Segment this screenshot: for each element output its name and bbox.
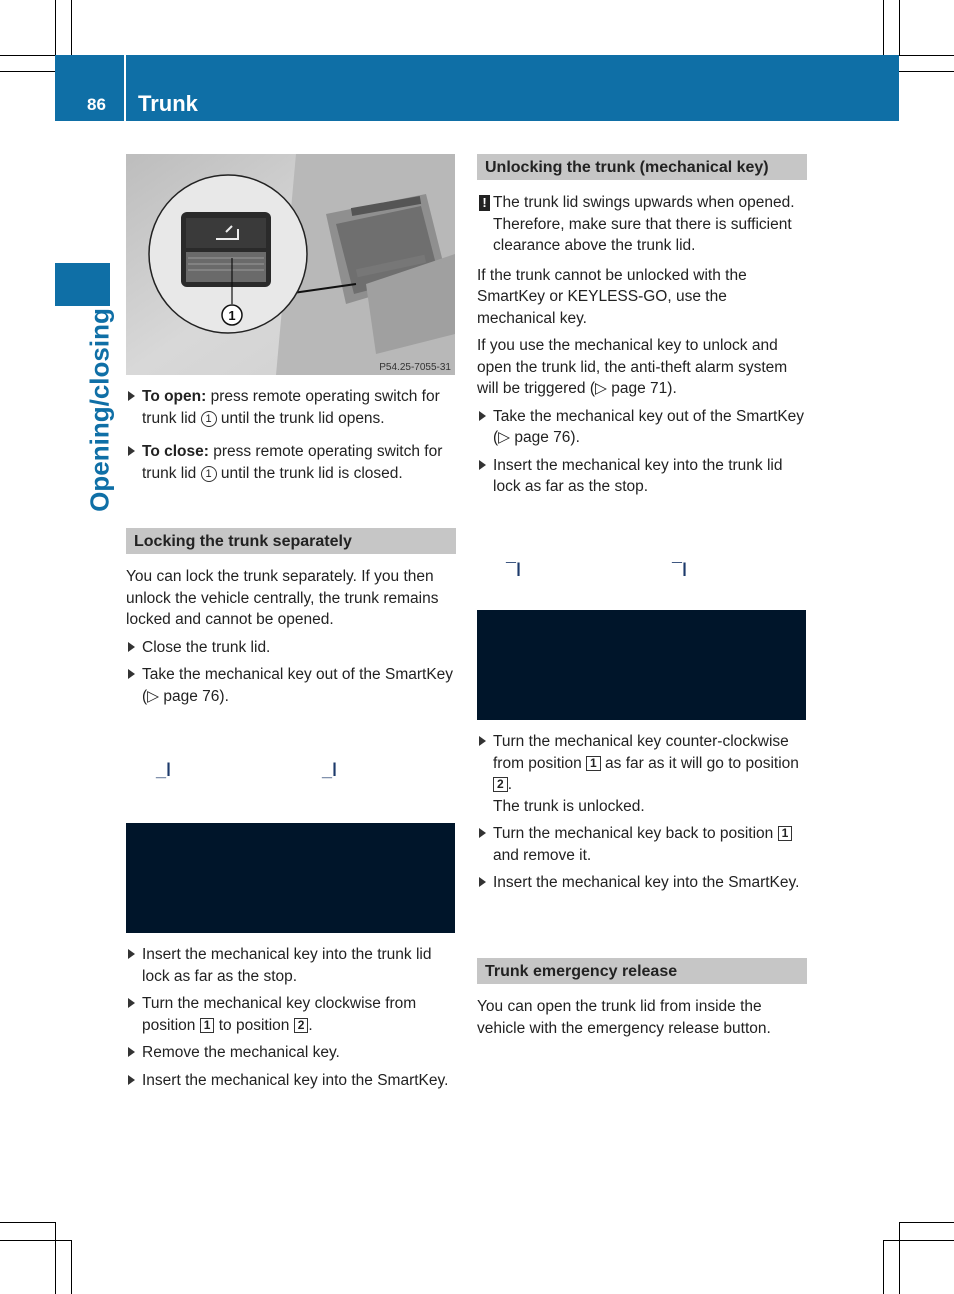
crop-mark [883, 0, 884, 55]
arrow-icon [128, 949, 135, 959]
crop-mark [0, 1240, 71, 1241]
arrow-icon [479, 736, 486, 746]
open-label: To open: [142, 388, 207, 405]
arrow-icon [128, 446, 135, 456]
right-section-emergency [477, 958, 807, 1045]
section-heading: Trunk emergency release [477, 958, 807, 984]
arrow-icon [128, 642, 135, 652]
position-number: 2 [493, 777, 508, 792]
position-number: 1 [586, 756, 601, 771]
side-tab [55, 263, 110, 306]
arrow-icon [479, 460, 486, 470]
warning-icon: ! [479, 195, 490, 211]
paragraph: You can open the trunk lid from inside the vehicle with the emergency release button. [477, 998, 771, 1037]
left-column [126, 386, 456, 490]
paragraph: If the trunk cannot be unlocked with the SmartKey or KEYLESS-GO, use the mechanical key. [477, 266, 747, 327]
position-number: 1 [200, 1018, 215, 1033]
list-item: To open: press remote operating switch for trunk lid 1 until the trunk lid opens. [126, 386, 456, 429]
list-item: Take the mechanical key out of the SmartKey (▷ page 76). [126, 664, 456, 707]
page-header [55, 55, 899, 121]
arrow-icon [128, 1075, 135, 1085]
figure-callout: 1 [228, 308, 236, 323]
arrow-icon [479, 828, 486, 838]
list-item: Turn the mechanical key counter-clockwise from position 1 as far as it will go to position 2 . The trunk is unlocked. [477, 731, 807, 817]
crop-mark [71, 1240, 72, 1294]
paragraph: If you use the mechanical key to unlock and open the trunk lid, the anti-theft alarm system will be triggered (▷ page 71). [477, 337, 788, 397]
crop-mark [899, 1222, 900, 1294]
position-number: 1 [778, 826, 793, 841]
left-steps [126, 944, 456, 1097]
list-item: Insert the mechanical key into the SmartKey. [477, 872, 807, 894]
side-chapter-label: Opening/closing [84, 308, 115, 512]
header-divider [124, 55, 126, 121]
trunk-switch-photo [126, 154, 455, 375]
section-heading: Unlocking the trunk (mechanical key) [477, 154, 807, 180]
callout-number: 1 [201, 466, 217, 482]
list-item: Insert the mechanical key into the trunk lid lock as far as the stop. [126, 944, 456, 987]
list-item: Close the trunk lid. [126, 637, 456, 659]
arrow-icon [128, 1047, 135, 1057]
callout-number: 1 [201, 411, 217, 427]
list-item: Insert the mechanical key into the trunk lid lock as far as the stop. [477, 455, 807, 498]
arrow-icon [128, 669, 135, 679]
close-label: To close: [142, 443, 209, 460]
key-position-mark: _ǀ [156, 760, 172, 780]
crop-mark [899, 55, 954, 56]
left-section-lock [126, 528, 456, 713]
paragraph: You can lock the trunk separately. If you then unlock the vehicle centrally, the trunk remains locked and cannot be opened. [126, 568, 439, 628]
crop-mark [899, 71, 954, 72]
section-heading: Locking the trunk separately [126, 528, 456, 554]
list-item: Turn the mechanical key back to position 1 and remove it. [477, 823, 807, 866]
list-item: Remove the mechanical key. [126, 1042, 456, 1064]
page-title: Trunk [138, 91, 198, 116]
right-steps [477, 731, 807, 900]
list-item: Turn the mechanical key clockwise from position 1 to position 2 . [126, 993, 456, 1036]
key-position-mark: _ǀ [322, 760, 338, 780]
list-item: Insert the mechanical key into the SmartKey. [126, 1070, 456, 1092]
right-section-unlock [477, 154, 807, 504]
warning-note: ! The trunk lid swings upwards when opened. Therefore, make sure that there is sufficient clearance above the trunk lid. [477, 192, 807, 257]
lock-diagram-dark [126, 823, 455, 933]
crop-mark [883, 1240, 954, 1241]
arrow-icon [128, 391, 135, 401]
crop-mark [55, 1222, 56, 1294]
arrow-icon [479, 411, 486, 421]
key-position-mark: ¯ǀ [506, 560, 521, 580]
crop-mark [899, 0, 900, 55]
crop-mark [883, 1240, 884, 1294]
crop-mark [55, 0, 56, 55]
list-item: Take the mechanical key out of the SmartKey (▷ page 76). [477, 406, 807, 449]
list-item: To close: press remote operating switch for trunk lid 1 until the trunk lid is closed. [126, 441, 456, 484]
trunk-switch-illustration [126, 154, 455, 375]
crop-mark [71, 0, 72, 55]
page-number: 86 [87, 95, 106, 114]
arrow-icon [128, 998, 135, 1008]
key-position-mark: ¯ǀ [672, 560, 687, 580]
position-number: 2 [294, 1018, 309, 1033]
figure-code: P54.25-7055-31 [379, 362, 451, 373]
crop-mark [0, 71, 55, 72]
crop-mark [0, 1222, 55, 1223]
arrow-icon [479, 877, 486, 887]
crop-mark [0, 55, 55, 56]
crop-mark [899, 1222, 954, 1223]
unlock-diagram-dark [477, 610, 806, 720]
